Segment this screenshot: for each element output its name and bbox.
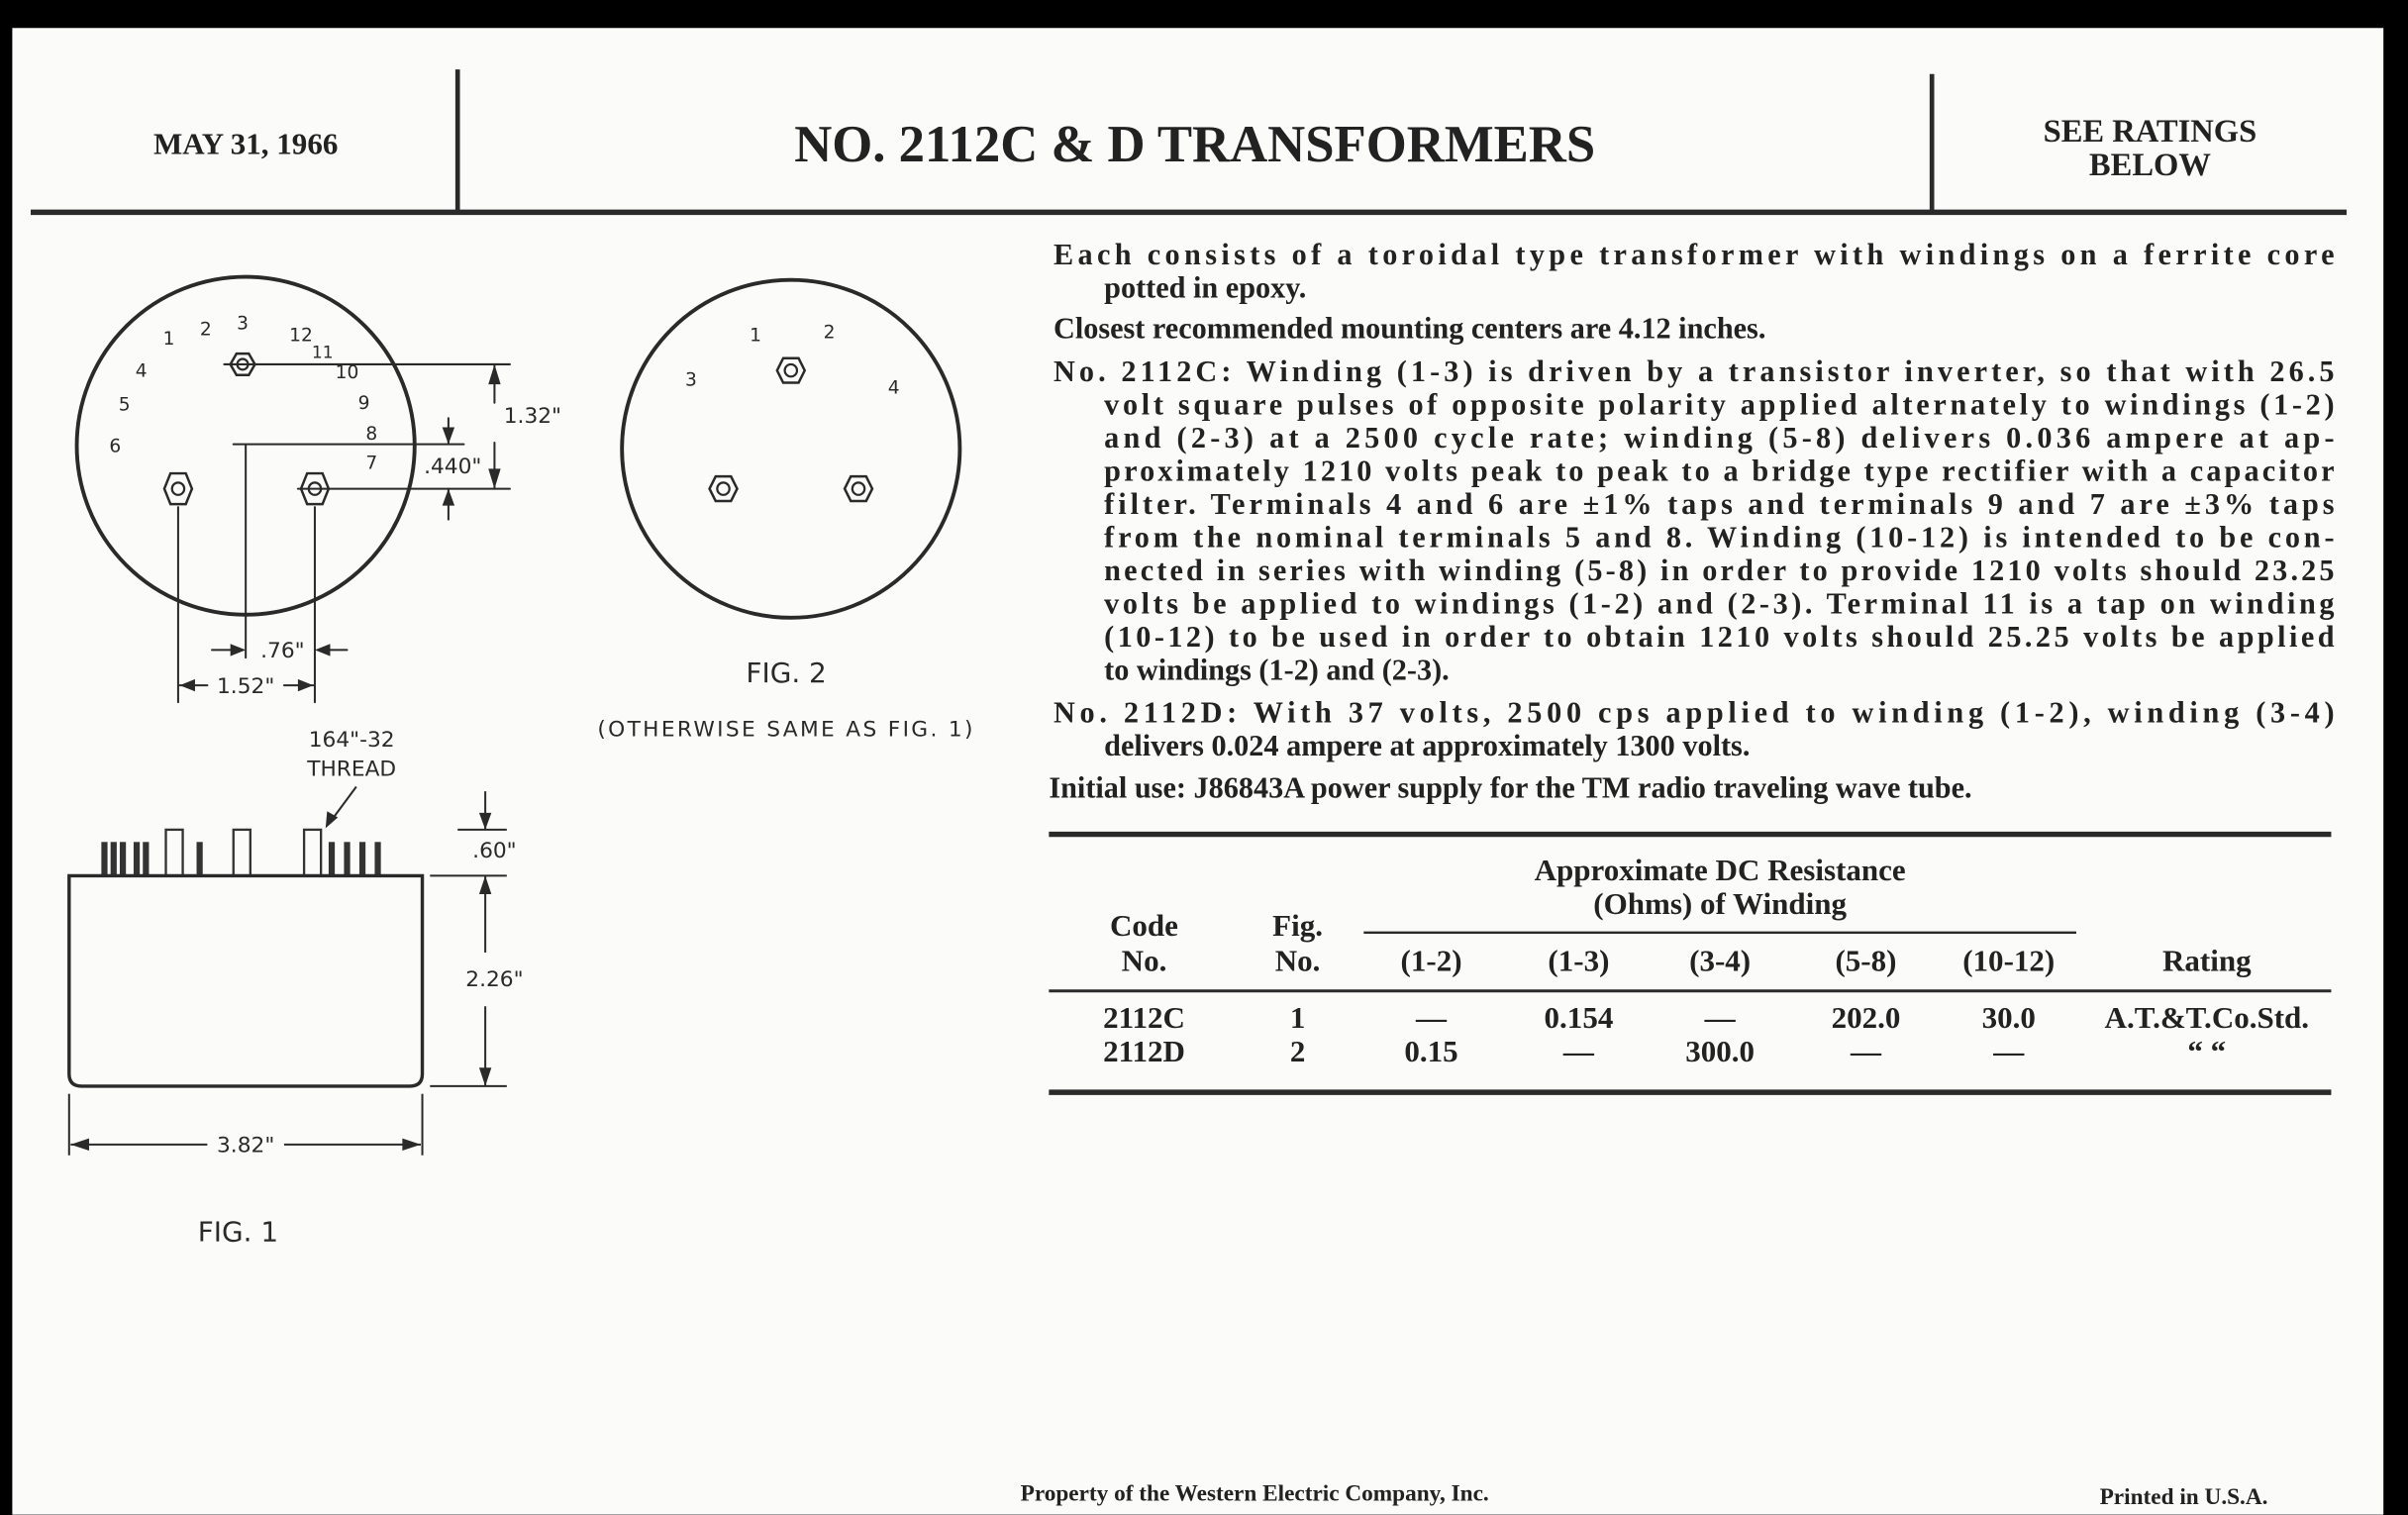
dimension-label: 2.26" bbox=[465, 967, 524, 993]
dimension-label: .60" bbox=[472, 838, 517, 863]
cell-code: 2112C bbox=[1103, 999, 1185, 1035]
ratings-note: BELOW bbox=[2088, 148, 2211, 184]
group-header: (Ohms) of Winding bbox=[1593, 886, 1847, 922]
terminal-label: 4 bbox=[887, 377, 900, 399]
dimension-label: .76" bbox=[260, 639, 305, 664]
ratings-note: SEE RATINGS bbox=[2043, 114, 2258, 151]
page-title: NO. 2112C & D TRANSFORMERS bbox=[794, 116, 1596, 174]
terminal-label: 2 bbox=[199, 319, 212, 341]
paragraph-line: from the nominal terminals 5 and 8. Winding (10-12) is intended to be con- bbox=[1104, 520, 2335, 555]
paragraph-line: and (2-3) at a 2500 cycle rate; winding (5-8) delivers 0.036 ampere at ap- bbox=[1104, 421, 2335, 455]
cell-rating: A.T.&T.Co.Std. bbox=[2104, 999, 2310, 1035]
col-header-rating: Rating bbox=[2162, 943, 2252, 978]
paragraph-line: filter. Terminals 4 and 6 are ±1% taps and terminals 9 and 7 are ±3% taps bbox=[1104, 487, 2335, 522]
col-header-winding: (3-4) bbox=[1689, 943, 1752, 978]
terminal-label: 1 bbox=[162, 328, 175, 350]
cell-resistance: 202.0 bbox=[1831, 999, 1901, 1035]
terminal-label: 8 bbox=[365, 423, 378, 445]
terminal-label: 4 bbox=[135, 360, 148, 382]
terminal-label: 11 bbox=[311, 343, 334, 363]
fig2-caption: FIG. 2 bbox=[746, 656, 827, 689]
paragraph-line: volt square pulses of opposite polarity applied alternately to windings (1-2) bbox=[1104, 387, 2335, 422]
terminal-label: 7 bbox=[365, 453, 378, 474]
thread-label: THREAD bbox=[307, 757, 397, 782]
paragraph-line: No. 2112D: With 37 volts, 2500 cps applied to winding (1-2), winding (3-4) bbox=[1054, 695, 2335, 730]
cell-resistance: 0.15 bbox=[1404, 1034, 1458, 1069]
fig1-caption: FIG. 1 bbox=[197, 1215, 279, 1249]
col-header-winding: (1-2) bbox=[1400, 943, 1462, 978]
terminal-label: 3 bbox=[685, 369, 697, 391]
paragraph-line: delivers 0.024 ampere at approximately 1300 volts. bbox=[1104, 728, 1751, 762]
dimension-label: 1.32" bbox=[503, 403, 562, 429]
cell-resistance: 0.154 bbox=[1544, 999, 1614, 1035]
cell-fig: 2 bbox=[1289, 1034, 1306, 1069]
paragraph-line: to windings (1-2) and (2-3). bbox=[1104, 653, 1450, 687]
paragraph-line: No. 2112C: Winding (1-3) is driven by a transistor inverter, so that with 26.5 bbox=[1054, 354, 2335, 388]
footer-property: Property of the Western Electric Company, Inc. bbox=[1020, 1480, 1489, 1507]
cell-resistance: 300.0 bbox=[1685, 1034, 1756, 1069]
terminal-label: 5 bbox=[118, 394, 131, 416]
col-header-winding: (1-3) bbox=[1548, 943, 1610, 978]
cell-resistance: — bbox=[1993, 1034, 2025, 1069]
cell-resistance: — bbox=[1704, 999, 1736, 1035]
terminal-label: 6 bbox=[109, 436, 122, 457]
terminal-label: 9 bbox=[357, 392, 370, 414]
cell-resistance: — bbox=[1850, 1034, 1881, 1069]
date: MAY 31, 1966 bbox=[152, 126, 339, 161]
cell-resistance: 30.0 bbox=[1981, 999, 2036, 1035]
paragraph-line: volts be applied to windings (1-2) and (2-3). Terminal 11 is a tap on winding bbox=[1104, 586, 2335, 621]
paragraph-line: potted in epoxy. bbox=[1104, 270, 1307, 305]
thread-label: 164"-32 bbox=[308, 728, 395, 754]
footer-printed: Printed in U.S.A. bbox=[2099, 1483, 2268, 1510]
terminal-label: 10 bbox=[335, 361, 359, 383]
col-header-code: No. bbox=[1121, 943, 1167, 978]
cell-code: 2112D bbox=[1103, 1034, 1185, 1069]
terminal-label: 3 bbox=[237, 313, 249, 335]
terminal-label: 1 bbox=[750, 325, 762, 347]
col-header-winding: (5-8) bbox=[1835, 943, 1897, 978]
paragraph-line: (10-12) to be used in order to obtain 1210 volts should 25.25 volts be applied bbox=[1104, 620, 2335, 655]
col-header-code: Code bbox=[1110, 907, 1178, 943]
fig2-note: (OTHERWISE SAME AS FIG. 1) bbox=[597, 717, 975, 743]
cell-fig: 1 bbox=[1289, 999, 1306, 1035]
col-header-fig: Fig. bbox=[1272, 907, 1324, 943]
terminal-label: 12 bbox=[289, 325, 313, 347]
dimension-label: 3.82" bbox=[217, 1133, 275, 1159]
paragraph-line: Each consists of a toroidal type transformer with windings on a ferrite core bbox=[1054, 238, 2335, 272]
cell-resistance: — bbox=[1416, 999, 1448, 1035]
terminal-label: 2 bbox=[823, 322, 836, 344]
dimension-label: 1.52" bbox=[217, 673, 275, 699]
paragraph-line: Initial use: J86843A power supply for the TM radio traveling wave tube. bbox=[1049, 770, 1972, 805]
col-header-winding: (10-12) bbox=[1962, 943, 2056, 978]
col-header-fig: No. bbox=[1274, 943, 1321, 978]
cell-rating: “ “ bbox=[2187, 1034, 2227, 1069]
dimension-label: .440" bbox=[424, 454, 482, 480]
group-header: Approximate DC Resistance bbox=[1534, 853, 1906, 888]
paragraph-line: nected in series with winding (5-8) in order to provide 1210 volts should 23.25 bbox=[1104, 554, 2335, 588]
paragraph-line: Closest recommended mounting centers are 4.12 inches. bbox=[1054, 311, 1766, 346]
cell-resistance: — bbox=[1562, 1034, 1594, 1069]
paragraph-line: proximately 1210 volts peak to peak to a bridge type rectifier with a capacitor bbox=[1104, 454, 2335, 488]
